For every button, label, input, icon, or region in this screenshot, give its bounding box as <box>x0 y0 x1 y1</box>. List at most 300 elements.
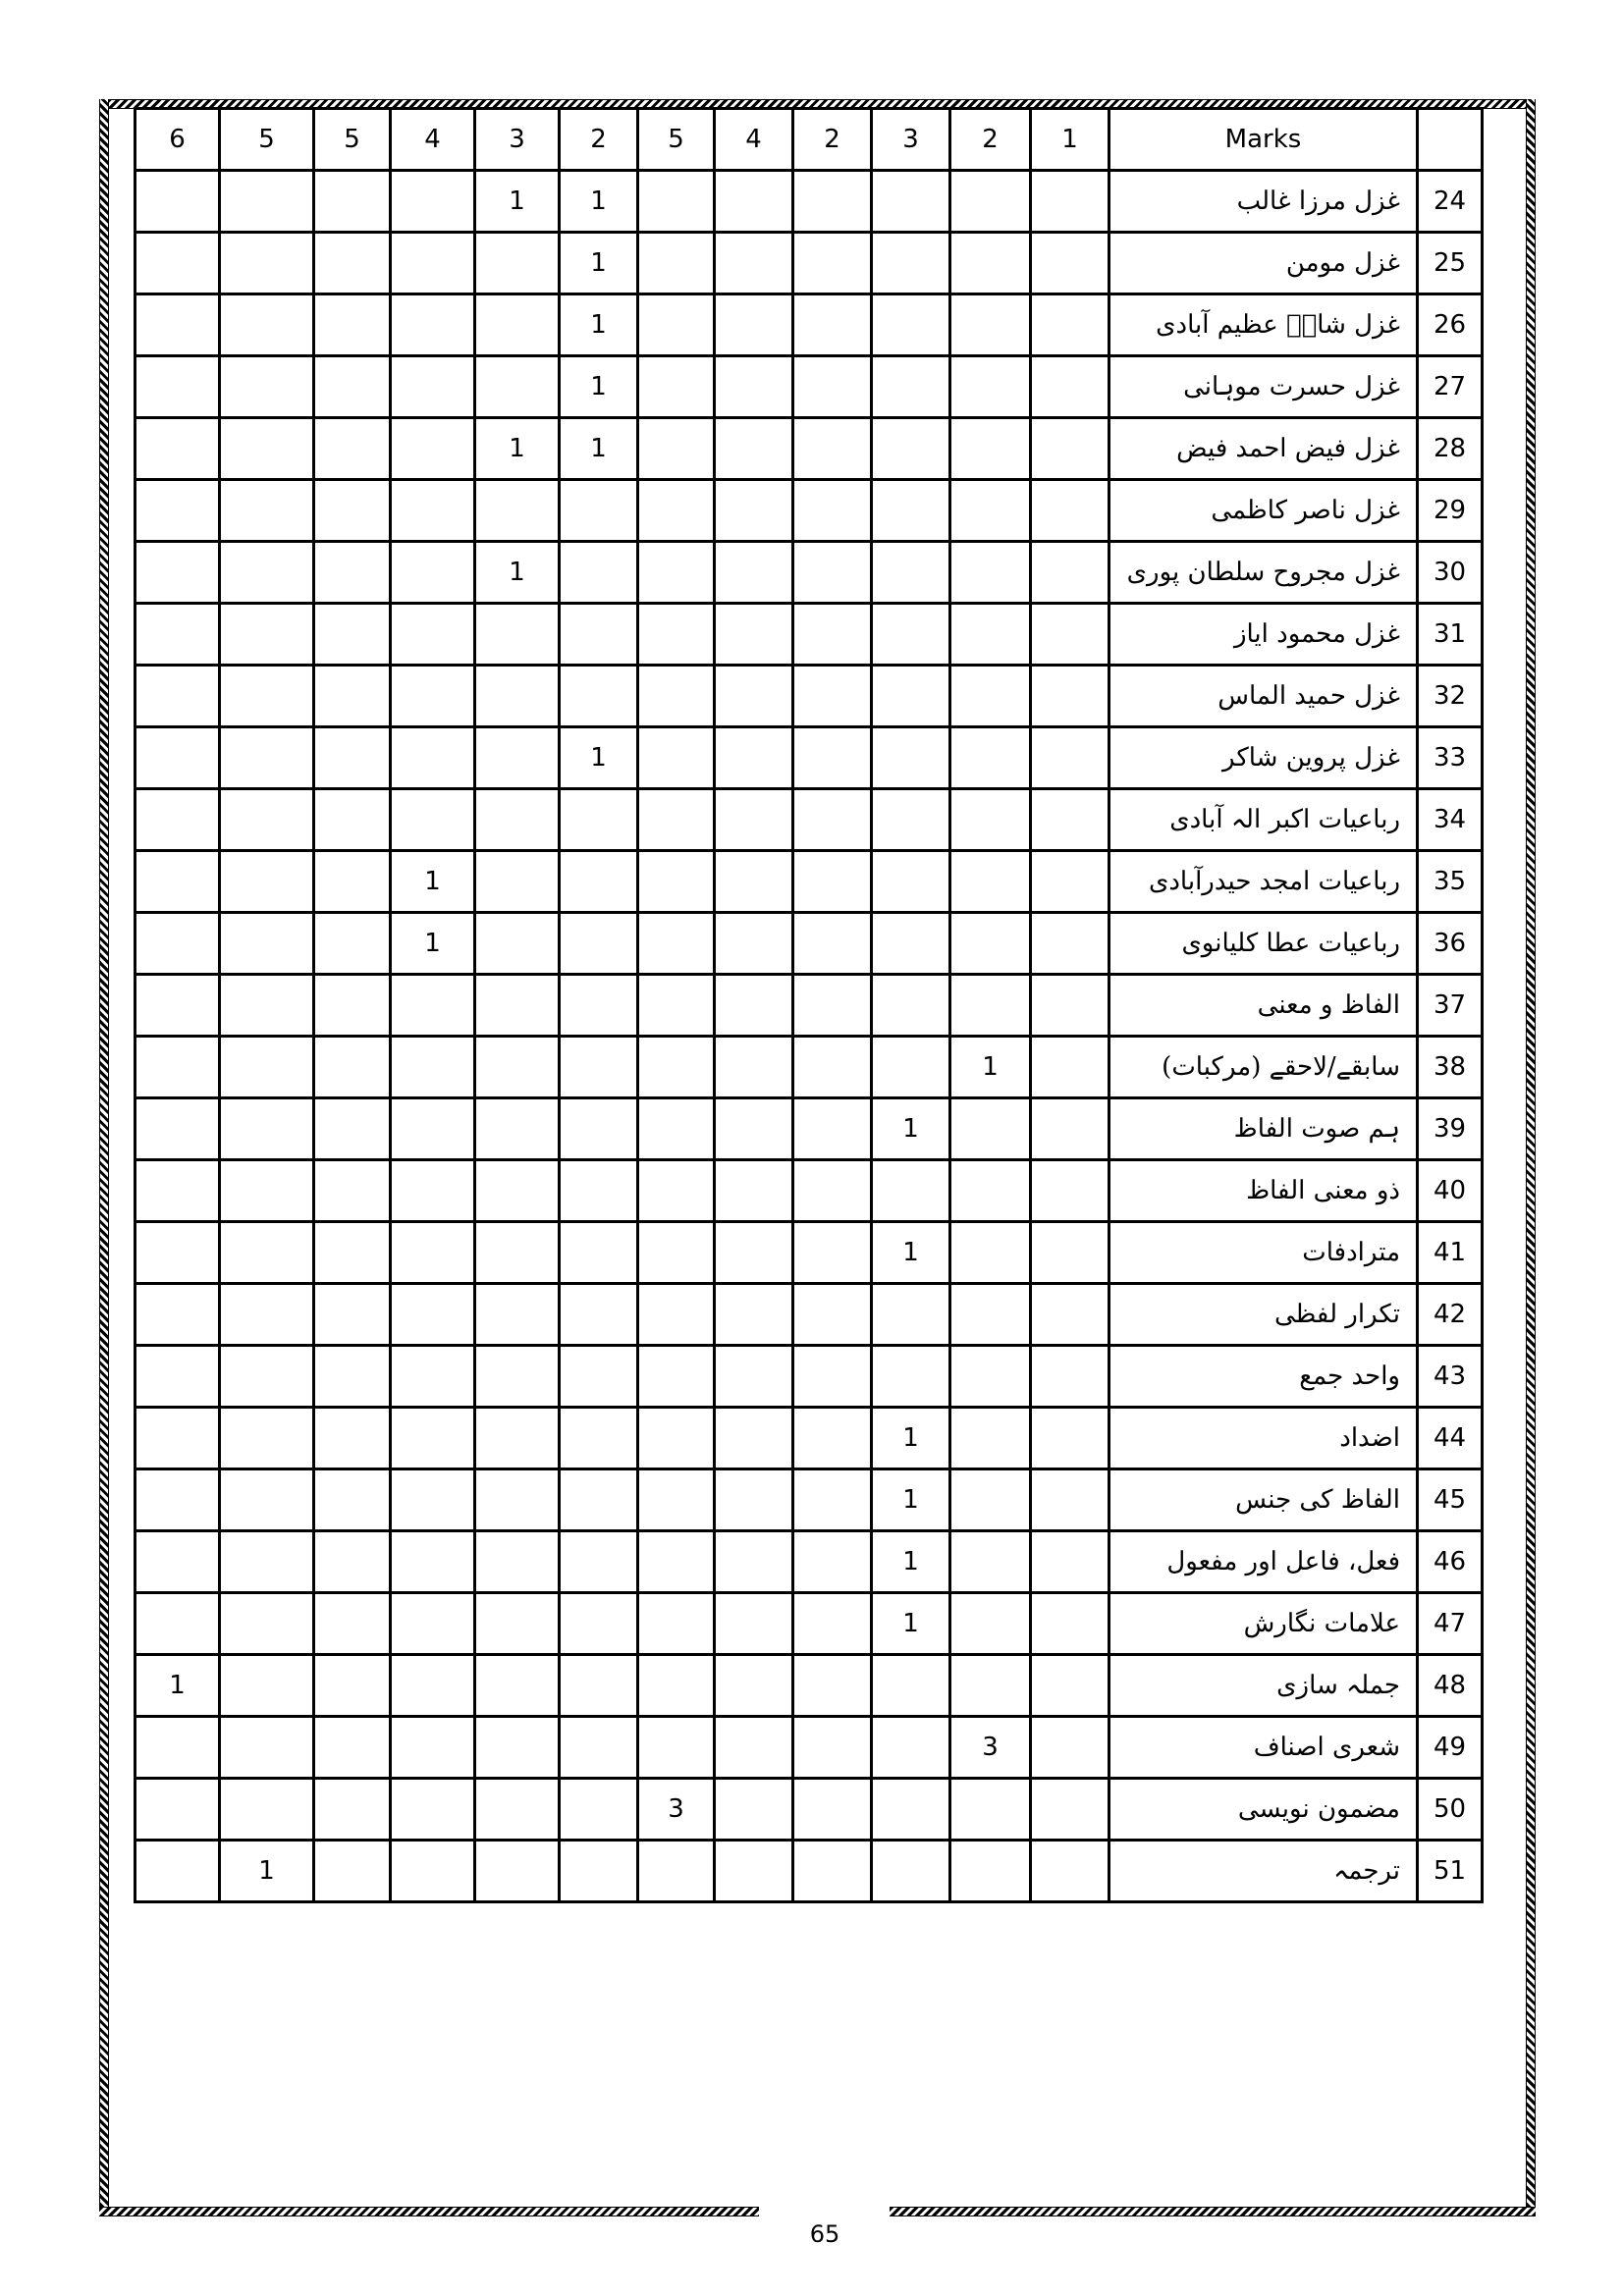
marks-cell: 1 <box>872 1531 950 1593</box>
marks-cell <box>135 1284 220 1346</box>
topic-cell: الفاظ و معنی <box>1109 975 1418 1037</box>
table-row <box>135 1531 1483 1593</box>
marks-cell <box>135 1531 220 1593</box>
header-cell: 6 <box>135 109 220 171</box>
marks-cell <box>793 1531 872 1593</box>
table-row <box>135 913 1483 975</box>
table-row <box>135 789 1483 851</box>
marks-cell <box>560 1655 638 1717</box>
marks-cell <box>135 1098 220 1160</box>
header-cell: 5 <box>220 109 314 171</box>
marks-cell <box>638 1098 715 1160</box>
marks-cell <box>872 1841 950 1902</box>
marks-cell <box>314 913 391 975</box>
marks-cell <box>1031 1222 1109 1284</box>
marks-cell <box>1031 1284 1109 1346</box>
marks-cell: 1 <box>475 418 560 480</box>
marks-cell <box>715 171 793 233</box>
marks-cell <box>314 727 391 789</box>
marks-cell <box>135 1408 220 1469</box>
marks-cell <box>135 171 220 233</box>
row-number: 41 <box>1418 1222 1483 1284</box>
marks-cell: 1 <box>872 1098 950 1160</box>
row-number: 32 <box>1418 666 1483 727</box>
marks-cell: 1 <box>475 171 560 233</box>
table-row <box>135 418 1483 480</box>
marks-cell <box>391 666 475 727</box>
marks-cell <box>950 480 1031 542</box>
marks-cell <box>1031 1717 1109 1779</box>
marks-cell <box>220 1717 314 1779</box>
marks-cell <box>950 1593 1031 1655</box>
marks-cell <box>314 1531 391 1593</box>
marks-cell <box>1031 171 1109 233</box>
table-body <box>135 109 1483 1902</box>
page-number: 65 <box>809 2220 840 2248</box>
marks-cell <box>560 1037 638 1098</box>
marks-cell <box>638 1346 715 1408</box>
topic-cell: رباعیات اکبر الہ آبادی <box>1109 789 1418 851</box>
marks-cell <box>391 1098 475 1160</box>
marks-cell <box>793 171 872 233</box>
marks-cell <box>135 1841 220 1902</box>
marks-cell <box>793 727 872 789</box>
marks-cell <box>560 913 638 975</box>
marks-cell <box>560 1717 638 1779</box>
page-border-right <box>1526 99 1536 2215</box>
marks-cell <box>560 480 638 542</box>
marks-cell <box>715 789 793 851</box>
marks-cell <box>475 851 560 913</box>
marks-cell: 1 <box>560 356 638 418</box>
marks-cell <box>314 1098 391 1160</box>
marks-cell <box>715 294 793 356</box>
marks-cell <box>638 542 715 604</box>
marks-cell <box>793 542 872 604</box>
marks-cell <box>475 975 560 1037</box>
marks-cell <box>475 1037 560 1098</box>
marks-cell <box>391 171 475 233</box>
header-cell: 3 <box>872 109 950 171</box>
topic-cell: غزل مومن <box>1109 233 1418 294</box>
marks-cell <box>220 851 314 913</box>
marks-cell <box>560 666 638 727</box>
marks-cell <box>1031 1779 1109 1841</box>
table-row <box>135 171 1483 233</box>
marks-cell <box>135 1037 220 1098</box>
table-row <box>135 1841 1483 1902</box>
marks-cell <box>560 1779 638 1841</box>
row-number: 47 <box>1418 1593 1483 1655</box>
marks-cell <box>793 356 872 418</box>
marks-cell <box>638 1222 715 1284</box>
marks-cell <box>638 356 715 418</box>
marks-cell <box>391 294 475 356</box>
row-number: 29 <box>1418 480 1483 542</box>
marks-cell <box>793 294 872 356</box>
row-number: 36 <box>1418 913 1483 975</box>
marks-cell <box>475 789 560 851</box>
topic-cell: شعری اصناف <box>1109 1717 1418 1779</box>
marks-cell <box>314 975 391 1037</box>
marks-cell <box>475 1655 560 1717</box>
topic-cell: غزل فیض احمد فیض <box>1109 418 1418 480</box>
marks-cell <box>1031 1408 1109 1469</box>
marks-cell <box>1031 1469 1109 1531</box>
marks-cell <box>314 1655 391 1717</box>
marks-cell <box>314 233 391 294</box>
marks-cell <box>220 1655 314 1717</box>
marks-cell <box>135 789 220 851</box>
marks-cell: 3 <box>950 1717 1031 1779</box>
marks-cell <box>314 666 391 727</box>
marks-cell <box>391 1222 475 1284</box>
marks-cell <box>950 851 1031 913</box>
marks-cell <box>1031 1037 1109 1098</box>
marks-cell <box>560 1531 638 1593</box>
marks-cell: 1 <box>872 1222 950 1284</box>
marks-cell <box>391 1408 475 1469</box>
marks-cell <box>950 1841 1031 1902</box>
marks-cell <box>475 1779 560 1841</box>
marks-cell <box>135 1593 220 1655</box>
marks-cell: 1 <box>391 913 475 975</box>
marks-cell <box>638 1655 715 1717</box>
topic-cell: سابقے/لاحقے (مرکبات) <box>1109 1037 1418 1098</box>
marks-cell <box>872 233 950 294</box>
table-row <box>135 1469 1483 1531</box>
marks-cell <box>475 1717 560 1779</box>
marks-cell <box>715 727 793 789</box>
marks-cell <box>715 1593 793 1655</box>
marks-cell <box>950 356 1031 418</box>
marks-cell <box>391 1160 475 1222</box>
row-number: 50 <box>1418 1779 1483 1841</box>
marks-cell <box>391 542 475 604</box>
row-number: 31 <box>1418 604 1483 666</box>
marks-cell <box>314 1284 391 1346</box>
marks-cell <box>391 1284 475 1346</box>
marks-cell: 1 <box>560 727 638 789</box>
marks-cell <box>560 975 638 1037</box>
topic-cell: ترجمہ <box>1109 1841 1418 1902</box>
page-border-bottom-right <box>890 2207 1536 2216</box>
marks-cell <box>638 1841 715 1902</box>
marks-cell <box>872 356 950 418</box>
marks-cell <box>950 1098 1031 1160</box>
marks-cell <box>391 233 475 294</box>
marks-cell <box>1031 1346 1109 1408</box>
header-cell: 4 <box>715 109 793 171</box>
marks-cell <box>220 1037 314 1098</box>
marks-cell <box>638 480 715 542</box>
table-row <box>135 356 1483 418</box>
topic-cell: واحد جمع <box>1109 1346 1418 1408</box>
marks-cell <box>715 1717 793 1779</box>
marks-cell <box>715 1469 793 1531</box>
marks-cell <box>872 542 950 604</box>
row-number: 28 <box>1418 418 1483 480</box>
marks-cell <box>950 233 1031 294</box>
marks-cell <box>715 913 793 975</box>
marks-cell <box>1031 789 1109 851</box>
marks-cell <box>638 1284 715 1346</box>
row-number: 26 <box>1418 294 1483 356</box>
marks-cell <box>220 666 314 727</box>
marks-cell <box>950 1284 1031 1346</box>
marks-cell <box>220 727 314 789</box>
marks-cell <box>950 1346 1031 1408</box>
marks-cell <box>135 727 220 789</box>
row-number: 35 <box>1418 851 1483 913</box>
table-row <box>135 1160 1483 1222</box>
marks-cell <box>793 666 872 727</box>
marks-cell <box>475 1222 560 1284</box>
marks-cell: 1 <box>950 1037 1031 1098</box>
topic-cell: غزل مرزا غالب <box>1109 171 1418 233</box>
marks-cell <box>475 913 560 975</box>
marks-cell: 1 <box>560 233 638 294</box>
topic-cell: علامات نگارش <box>1109 1593 1418 1655</box>
marks-cell <box>475 1531 560 1593</box>
marks-cell <box>475 1841 560 1902</box>
marks-cell <box>475 480 560 542</box>
marks-cell <box>715 356 793 418</box>
marks-cell <box>135 1222 220 1284</box>
table-row <box>135 666 1483 727</box>
marks-cell <box>1031 1841 1109 1902</box>
marks-cell <box>135 851 220 913</box>
marks-cell <box>391 356 475 418</box>
marks-cell <box>793 418 872 480</box>
marks-cell <box>391 1779 475 1841</box>
marks-cell <box>793 1408 872 1469</box>
marks-cell <box>715 1098 793 1160</box>
marks-cell <box>220 1593 314 1655</box>
table-row <box>135 1222 1483 1284</box>
marks-cell <box>872 480 950 542</box>
table-row <box>135 1779 1483 1841</box>
topic-cell: تکرار لفظی <box>1109 1284 1418 1346</box>
marks-cell <box>793 233 872 294</box>
topic-cell: غزل مجروح سلطان پوری <box>1109 542 1418 604</box>
marks-cell <box>314 1408 391 1469</box>
marks-cell <box>314 851 391 913</box>
row-number: 25 <box>1418 233 1483 294</box>
marks-cell <box>560 1593 638 1655</box>
marks-cell <box>560 851 638 913</box>
marks-cell <box>1031 1655 1109 1717</box>
marks-cell <box>391 727 475 789</box>
marks-cell <box>950 789 1031 851</box>
topic-cell: غزل محمود ایاز <box>1109 604 1418 666</box>
marks-cell <box>220 1531 314 1593</box>
topic-cell: رباعیات امجد حیدرآبادی <box>1109 851 1418 913</box>
marks-cell <box>220 1346 314 1408</box>
marks-cell <box>314 356 391 418</box>
marks-cell <box>872 727 950 789</box>
marks-cell <box>715 1222 793 1284</box>
marks-cell <box>135 294 220 356</box>
marks-cell <box>220 1160 314 1222</box>
marks-cell <box>475 1284 560 1346</box>
marks-cell <box>220 1779 314 1841</box>
marks-cell <box>638 294 715 356</box>
marks-cell <box>314 1841 391 1902</box>
row-number: 46 <box>1418 1531 1483 1593</box>
row-number: 45 <box>1418 1469 1483 1531</box>
marks-cell <box>1031 1531 1109 1593</box>
marks-cell <box>391 1037 475 1098</box>
table-row <box>135 233 1483 294</box>
table-row <box>135 1717 1483 1779</box>
marks-cell <box>950 418 1031 480</box>
marks-header: Marks <box>1109 109 1418 171</box>
marks-cell <box>560 1346 638 1408</box>
row-number: 49 <box>1418 1717 1483 1779</box>
marks-cell <box>950 666 1031 727</box>
marks-cell <box>1031 294 1109 356</box>
marks-cell <box>314 1037 391 1098</box>
topic-cell: غزل حمید الماس <box>1109 666 1418 727</box>
marks-cell <box>793 913 872 975</box>
marks-cell <box>314 604 391 666</box>
row-number: 51 <box>1418 1841 1483 1902</box>
marks-cell <box>950 1531 1031 1593</box>
table-row <box>135 1655 1483 1717</box>
marks-cell <box>950 171 1031 233</box>
header-cell: 3 <box>475 109 560 171</box>
marks-cell <box>135 480 220 542</box>
marks-cell <box>638 1037 715 1098</box>
topic-cell: مترادفات <box>1109 1222 1418 1284</box>
marks-cell <box>391 1469 475 1531</box>
table-row <box>135 294 1483 356</box>
header-cell: 2 <box>560 109 638 171</box>
marks-cell <box>475 604 560 666</box>
marks-cell <box>560 789 638 851</box>
marks-cell <box>715 666 793 727</box>
row-number: 39 <box>1418 1098 1483 1160</box>
topic-cell: اضداد <box>1109 1408 1418 1469</box>
marks-cell <box>638 975 715 1037</box>
marks-cell <box>1031 604 1109 666</box>
marks-cell <box>560 604 638 666</box>
marks-cell <box>135 913 220 975</box>
marks-cell <box>475 727 560 789</box>
marks-cell <box>391 480 475 542</box>
marks-cell <box>391 1346 475 1408</box>
marks-cell <box>638 1531 715 1593</box>
marks-cell <box>872 1717 950 1779</box>
marks-cell <box>872 1037 950 1098</box>
topic-cell: جملہ سازی <box>1109 1655 1418 1717</box>
marks-cell <box>715 851 793 913</box>
marks-cell <box>638 851 715 913</box>
marks-cell <box>793 1037 872 1098</box>
marks-cell <box>560 1469 638 1531</box>
marks-cell <box>872 851 950 913</box>
marks-cell <box>220 1408 314 1469</box>
marks-cell: 1 <box>872 1593 950 1655</box>
marks-cell <box>1031 356 1109 418</box>
marks-cell <box>475 294 560 356</box>
marks-cell <box>475 666 560 727</box>
marks-cell <box>220 1469 314 1531</box>
marks-cell <box>638 789 715 851</box>
topic-cell: مضمون نویسی <box>1109 1779 1418 1841</box>
marks-cell <box>560 1222 638 1284</box>
marks-cell <box>715 1284 793 1346</box>
marks-cell: 1 <box>560 418 638 480</box>
marks-cell <box>391 1531 475 1593</box>
marks-cell <box>1031 1160 1109 1222</box>
marks-cell <box>950 1469 1031 1531</box>
table-row <box>135 480 1483 542</box>
topic-cell: غزل ناصر کاظمی <box>1109 480 1418 542</box>
marks-cell <box>475 1593 560 1655</box>
marks-cell <box>220 542 314 604</box>
row-number: 40 <box>1418 1160 1483 1222</box>
marks-cell <box>475 1408 560 1469</box>
header-cell: 4 <box>391 109 475 171</box>
marks-cell <box>1031 542 1109 604</box>
marks-cell <box>950 1222 1031 1284</box>
marks-cell <box>135 542 220 604</box>
marks-cell <box>950 975 1031 1037</box>
marks-cell <box>314 171 391 233</box>
marks-cell: 1 <box>475 542 560 604</box>
marks-cell <box>475 1160 560 1222</box>
marks-cell <box>715 480 793 542</box>
marks-cell <box>560 1160 638 1222</box>
topic-cell: ذو معنی الفاظ <box>1109 1160 1418 1222</box>
topic-cell: الفاظ کی جنس <box>1109 1469 1418 1531</box>
marks-cell <box>793 1284 872 1346</box>
marks-cell <box>475 1469 560 1531</box>
marks-cell <box>314 418 391 480</box>
table-row <box>135 1346 1483 1408</box>
marks-cell <box>220 356 314 418</box>
marks-cell <box>715 1346 793 1408</box>
marks-cell <box>135 418 220 480</box>
marks-cell <box>135 1469 220 1531</box>
marks-cell <box>314 542 391 604</box>
marks-cell: 3 <box>638 1779 715 1841</box>
row-number: 38 <box>1418 1037 1483 1098</box>
header-cell: 5 <box>314 109 391 171</box>
page-border-bottom-left <box>99 2207 759 2216</box>
table-row <box>135 727 1483 789</box>
topic-cell: غزل پروین شاکر <box>1109 727 1418 789</box>
marks-cell <box>715 542 793 604</box>
marks-cell <box>391 975 475 1037</box>
marks-cell <box>872 1655 950 1717</box>
marks-cell: 1 <box>560 294 638 356</box>
marks-cell <box>220 233 314 294</box>
marks-cell <box>950 1408 1031 1469</box>
row-number: 27 <box>1418 356 1483 418</box>
marks-cell <box>1031 233 1109 294</box>
row-number: 37 <box>1418 975 1483 1037</box>
number-header <box>1418 109 1483 171</box>
marks-cell <box>135 233 220 294</box>
marks-cell <box>560 1841 638 1902</box>
marks-cell <box>314 294 391 356</box>
marks-cell <box>950 913 1031 975</box>
marks-cell <box>638 418 715 480</box>
marks-cell <box>314 1779 391 1841</box>
